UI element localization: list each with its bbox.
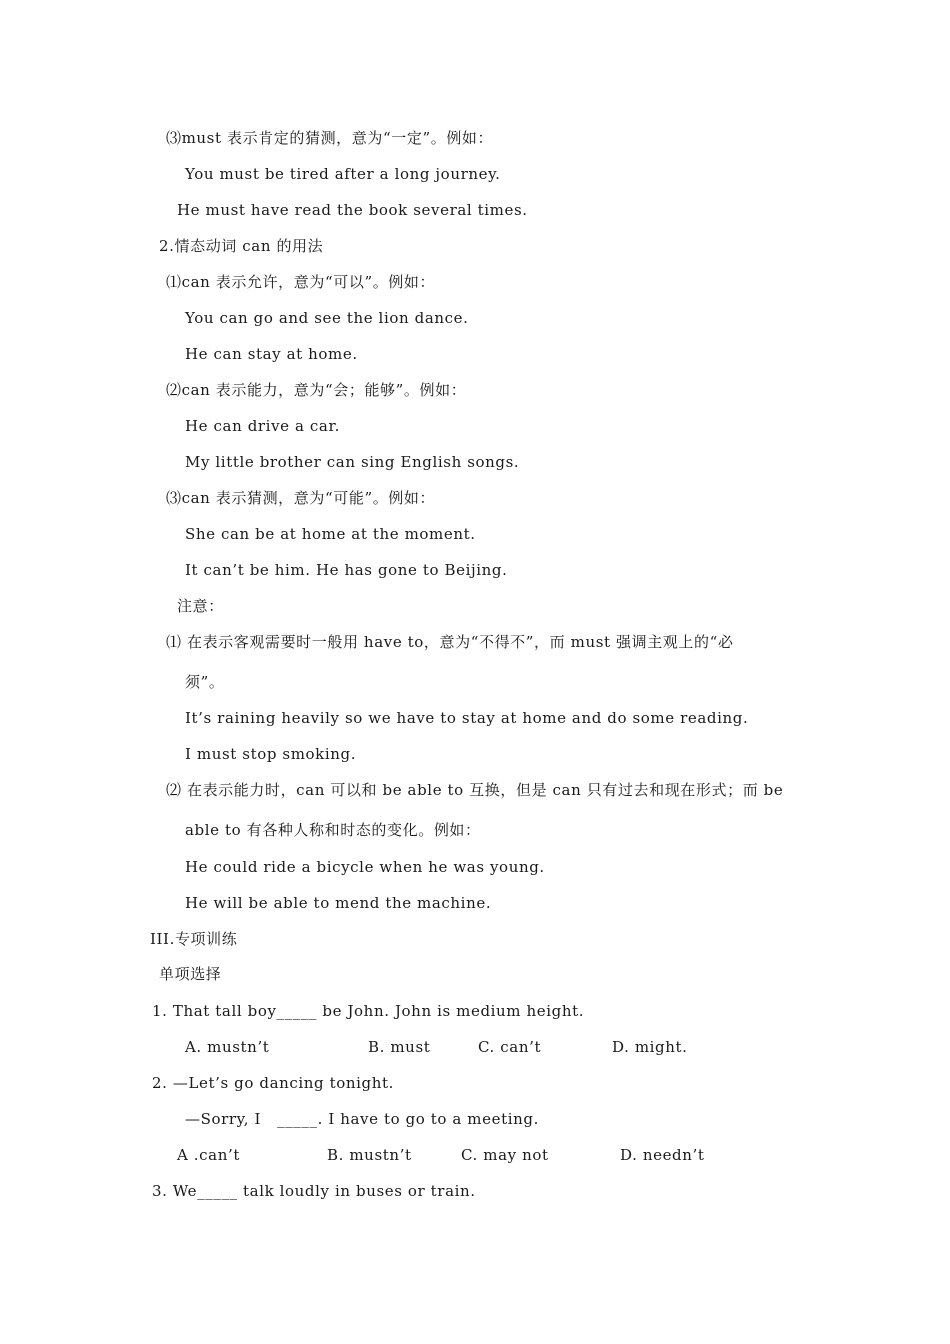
example-sentence: It can’t be him. He has gone to Beijing. — [185, 561, 508, 579]
can-permission-rule: ⑴can 表示允许，意为“可以”。例如： — [166, 273, 436, 291]
question-1-option-d: D. might. — [612, 1038, 688, 1056]
exercise-heading: III.专项训练 — [150, 930, 238, 948]
question-3-stem: 3. We_____ talk loudly in buses or train. — [152, 1182, 476, 1200]
example-sentence: He must have read the book several times. — [177, 201, 528, 219]
question-1-stem: 1. That tall boy_____ be John. John is medium height. — [152, 1002, 585, 1020]
example-sentence: He could ride a bicycle when he was young. — [185, 858, 545, 876]
can-ability-rule: ⑵can 表示能力，意为“会；能够”。例如： — [166, 381, 467, 399]
question-2-stem: 2. —Let’s go dancing tonight. — [152, 1074, 394, 1092]
note-1-continued: 须”。 — [185, 673, 225, 691]
notes-heading: 注意： — [177, 597, 224, 615]
question-1-option-c: C. can’t — [478, 1038, 542, 1056]
question-2-option-a: A .can’t — [177, 1146, 240, 1164]
can-guess-rule: ⑶can 表示猜测，意为“可能”。例如： — [166, 489, 436, 507]
question-1-option-a: A. mustn’t — [185, 1038, 270, 1056]
example-sentence: She can be at home at the moment. — [185, 525, 476, 543]
example-sentence: He can stay at home. — [185, 345, 358, 363]
section-heading-can: 2.情态动词 can 的用法 — [159, 237, 324, 255]
question-2-option-c: C. may not — [461, 1146, 549, 1164]
example-sentence: It’s raining heavily so we have to stay at home and do some reading. — [185, 709, 749, 727]
must-guess-rule: ⑶must 表示肯定的猜测，意为“一定”。例如： — [166, 129, 494, 147]
note-2: ⑵ 在表示能力时，can 可以和 be able to 互换，但是 can 只有过去和现在形式；而 be — [166, 781, 784, 799]
question-2-option-b: B. mustn’t — [327, 1146, 412, 1164]
example-sentence: He can drive a car. — [185, 417, 340, 435]
question-2-option-d: D. needn’t — [620, 1146, 705, 1164]
example-sentence: You must be tired after a long journey. — [185, 165, 501, 183]
note-1: ⑴ 在表示客观需要时一般用 have to，意为“不得不”，而 must 强调主观上的“必 — [166, 633, 734, 651]
example-sentence: He will be able to mend the machine. — [185, 894, 492, 912]
example-sentence: I must stop smoking. — [185, 745, 357, 763]
example-sentence: You can go and see the lion dance. — [185, 309, 469, 327]
note-2-continued: able to 有各种人称和时态的变化。例如： — [185, 821, 481, 839]
question-2-stem-reply: —Sorry, I _____. I have to go to a meeting. — [185, 1110, 539, 1128]
exercise-subheading: 单项选择 — [159, 965, 222, 983]
question-1-option-b: B. must — [368, 1038, 431, 1056]
example-sentence: My little brother can sing English songs. — [185, 453, 520, 471]
